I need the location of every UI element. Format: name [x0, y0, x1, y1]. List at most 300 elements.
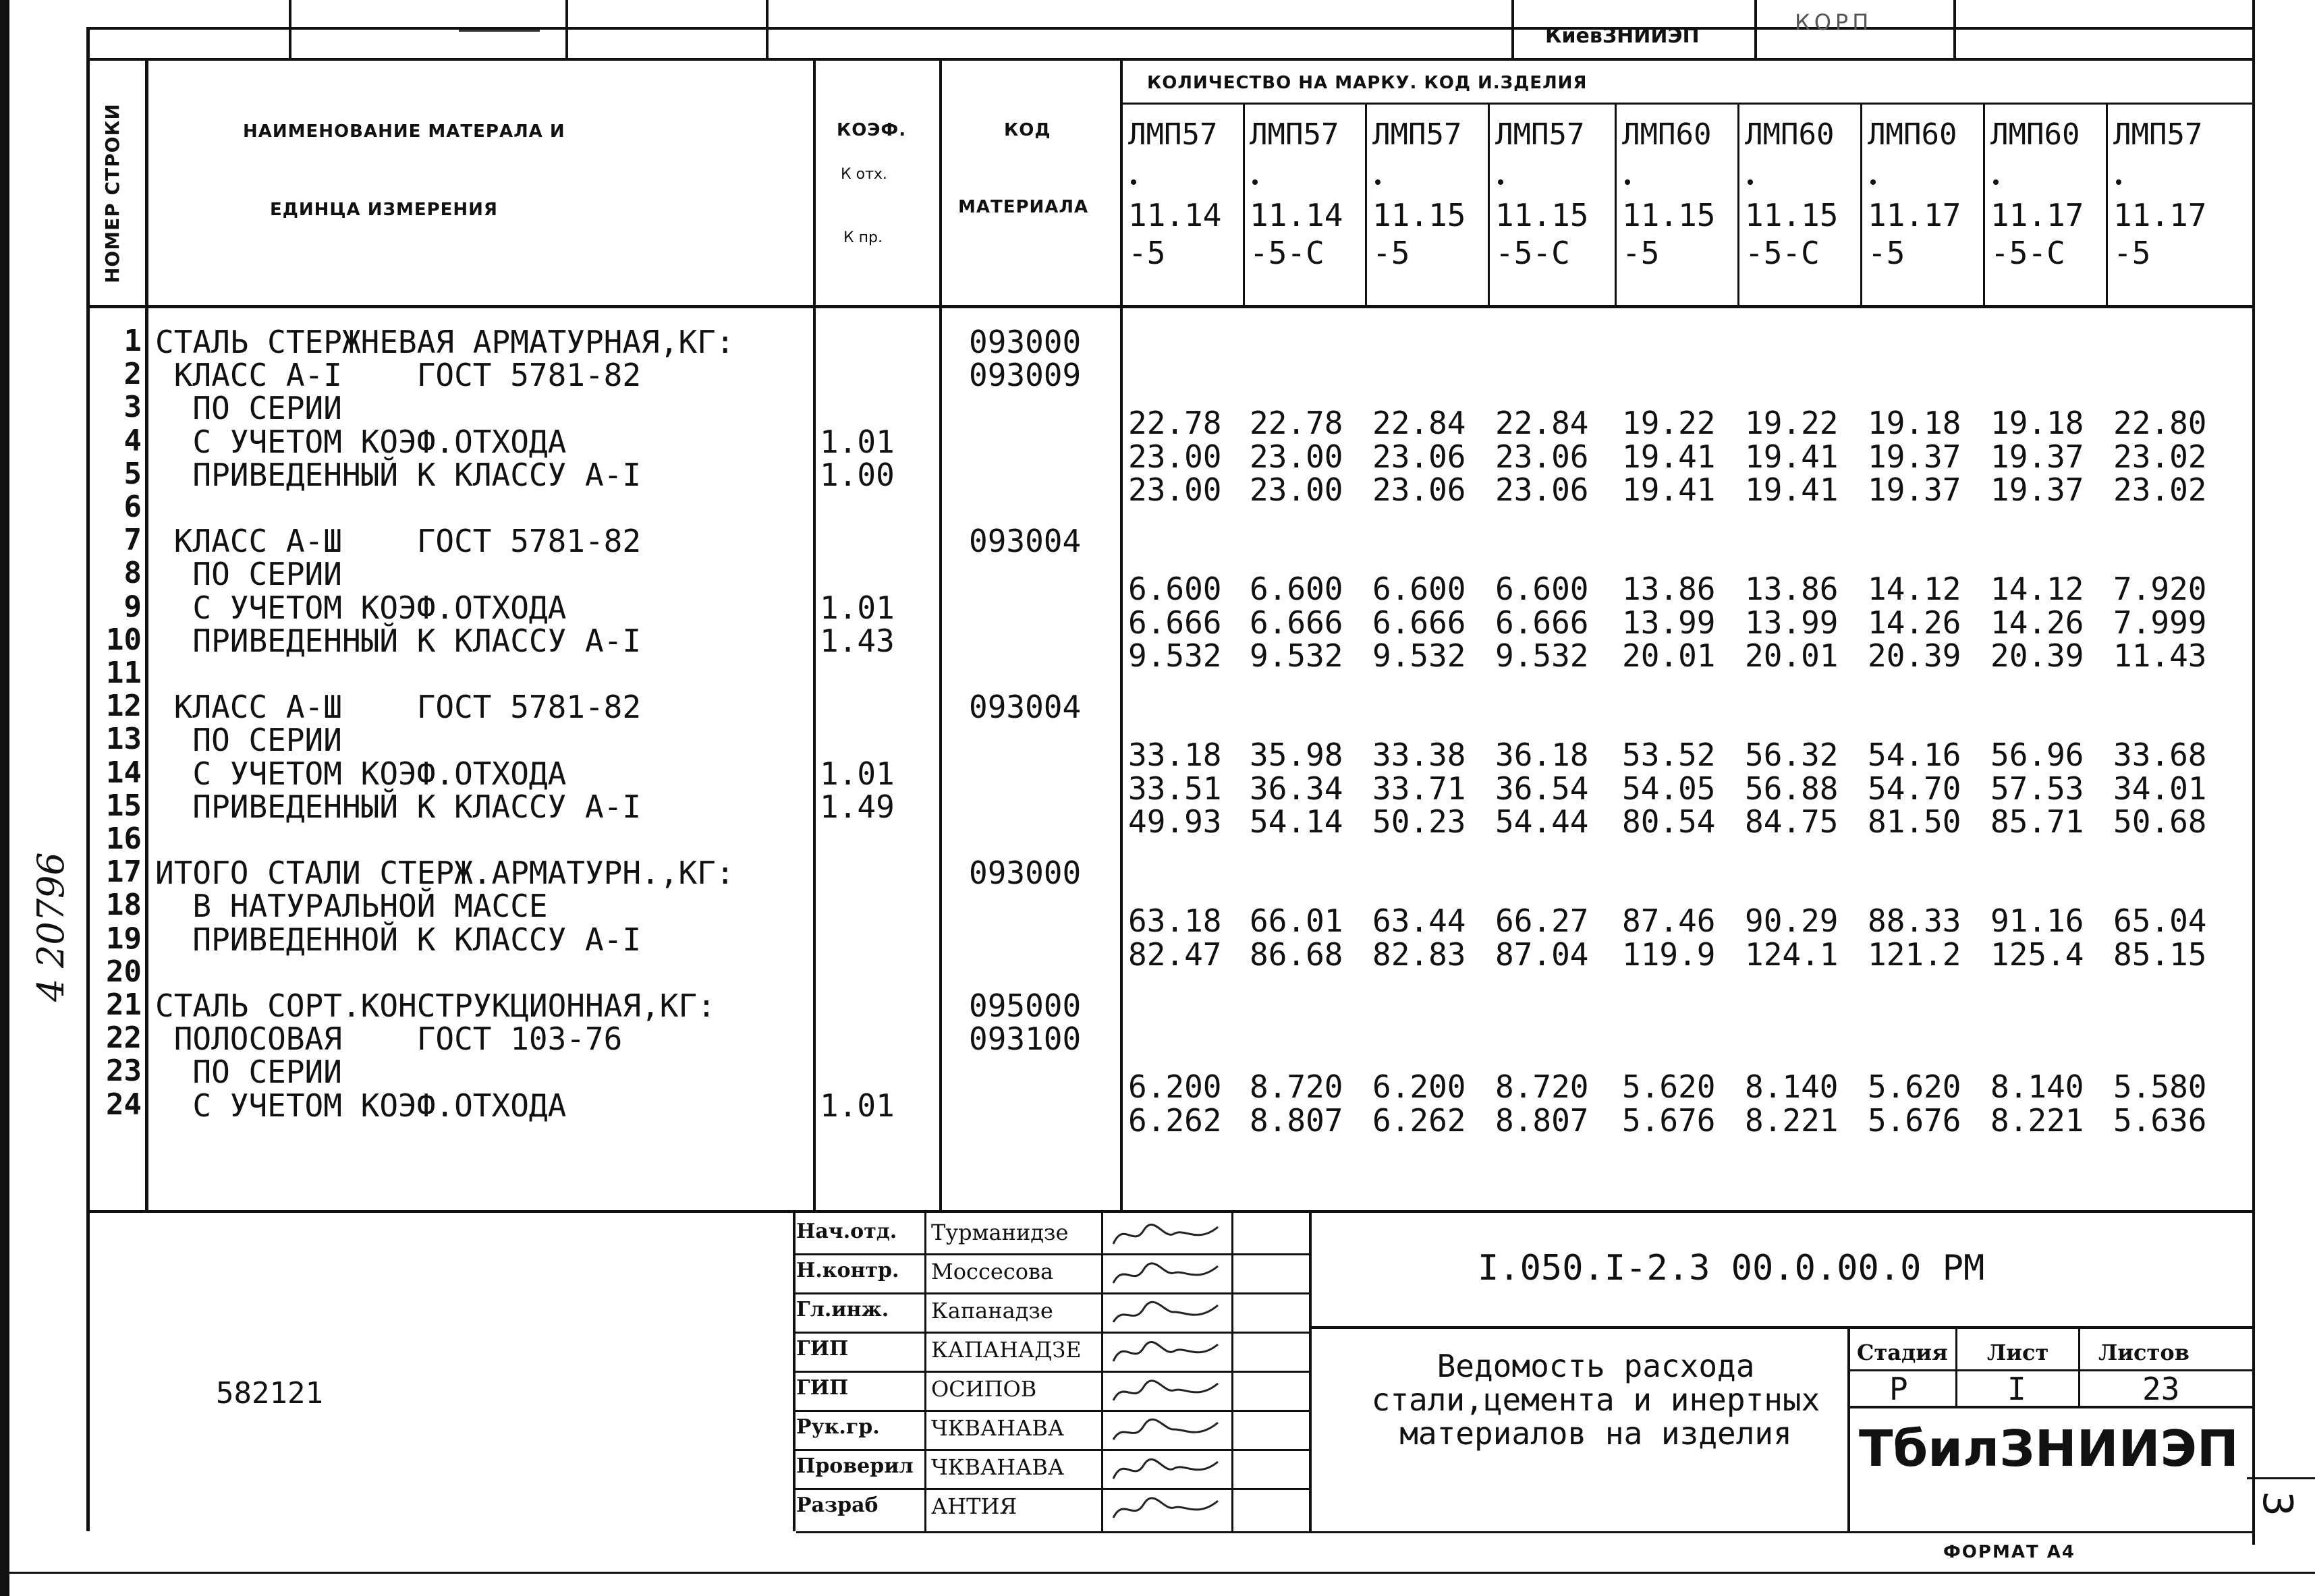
qty-value: 23.00 [1250, 471, 1343, 508]
mark-header-dot [1748, 179, 1753, 185]
row-number: 5 [123, 456, 142, 491]
row-number: 15 [106, 788, 142, 823]
row-number: 3 [123, 390, 142, 425]
qty-value: 9.532 [1128, 637, 1222, 674]
qty-value: 6.262 [1372, 1102, 1466, 1139]
material-name: ПРИВЕДЕННОЙ К КЛАССУ А-I [155, 921, 642, 958]
qty-value: 22.84 [1495, 405, 1589, 442]
signature-scribble [1110, 1373, 1225, 1407]
row-number: 24 [106, 1087, 142, 1122]
signature-scribble [1110, 1256, 1225, 1290]
top-strip-cut: КОРП [1795, 9, 1873, 35]
rownum-col-border [145, 58, 148, 1212]
coef-value: 1.01 [820, 1087, 895, 1124]
title-block-line [1847, 1369, 2254, 1371]
qty-value: 54.14 [1250, 803, 1343, 840]
qty-value: 23.06 [1495, 438, 1589, 475]
qty-value: 5.580 [2113, 1068, 2207, 1106]
qty-value: 8.807 [1250, 1102, 1343, 1139]
mark-col-div [1365, 103, 1367, 305]
qty-value: 20.39 [1990, 637, 2084, 674]
material-name: С УЧЕТОМ КОЭФ.ОТХОДА [155, 589, 567, 626]
qty-value: 8.807 [1495, 1102, 1589, 1139]
qty-value: 35.98 [1250, 737, 1343, 774]
stamp-row-line [793, 1292, 1309, 1294]
signature-scribble [1110, 1413, 1225, 1446]
qty-value: 8.140 [1990, 1068, 2084, 1106]
top-strip-div [565, 0, 568, 58]
qty-value: 33.18 [1128, 737, 1222, 774]
qty-value: 50.23 [1372, 803, 1466, 840]
row-number: 8 [123, 556, 142, 591]
qty-value: 124.1 [1745, 936, 1839, 973]
mark-header-l3: -5 [1868, 235, 1905, 271]
mark-header-l3: -5-С [1495, 235, 1570, 271]
title-block-vdiv [2078, 1326, 2080, 1406]
qty-value: 7.999 [2113, 604, 2207, 641]
qty-value: 36.18 [1495, 737, 1589, 774]
doc-title-line1: Ведомость расхода [1437, 1348, 1755, 1384]
stamp-role: ГИП [796, 1376, 849, 1400]
mark-header-l1: ЛМП60 [1868, 117, 1957, 152]
frame-left-bar [0, 0, 9, 1596]
qty-value: 14.26 [1868, 604, 1961, 641]
qty-value: 66.27 [1495, 903, 1589, 940]
mark-header-dot [2116, 179, 2121, 185]
sheet-label: Лист [1987, 1340, 2049, 1365]
header-qty-title: КОЛИЧЕСТВО НА МАРКУ. КОД И.ЗДЕЛИЯ [1147, 73, 1588, 93]
qty-value: 6.600 [1250, 571, 1343, 608]
top-strip-div [1511, 0, 1514, 58]
material-name: КЛАСС А-Ш ГОСТ 5781-82 [155, 523, 642, 560]
mark-header-l1: ЛМП57 [2113, 117, 2203, 152]
row-number: 22 [106, 1021, 142, 1056]
qty-value: 119.9 [1622, 936, 1716, 973]
mark-col-div [1488, 103, 1490, 305]
qty-value: 19.18 [1990, 405, 2084, 442]
frame-top-line [88, 27, 2254, 30]
qty-value: 85.71 [1990, 803, 2084, 840]
qty-value: 14.26 [1990, 604, 2084, 641]
qty-value: 23.02 [2113, 438, 2207, 475]
header-rownum: НОМЕР СТРОКИ [101, 103, 123, 283]
stamp-row-line [793, 1449, 1309, 1451]
stamp-person-name: ЧКВАНАВА [931, 1415, 1065, 1441]
stamp-bottom-line [796, 1531, 2254, 1533]
row-number: 20 [106, 954, 142, 989]
header-top-line [88, 58, 2254, 61]
qty-value: 54.70 [1868, 770, 1961, 807]
header-name-line2: ЕДИНЦА ИЗМЕРЕНИЯ [270, 200, 498, 220]
qty-value: 13.99 [1622, 604, 1716, 641]
title-block-vdiv [1955, 1326, 1957, 1406]
qty-value: 19.41 [1745, 471, 1839, 508]
qty-value: 65.04 [2113, 903, 2207, 940]
frame-bottom-line [9, 1572, 2315, 1574]
stamp-person-name: АНТИЯ [931, 1493, 1017, 1519]
row-number: 17 [106, 855, 142, 890]
qty-value: 87.46 [1622, 903, 1716, 940]
qty-header-line [1120, 103, 2254, 105]
material-code: 093100 [969, 1021, 1082, 1058]
mark-header-l1: ЛМП57 [1495, 117, 1585, 152]
qty-value: 23.06 [1372, 471, 1466, 508]
format-label: ФОРМАТ А4 [1943, 1542, 2075, 1562]
mark-header-l3: -5-С [1745, 235, 1820, 271]
qty-value: 23.06 [1372, 438, 1466, 475]
stamp-row-line [793, 1488, 1309, 1490]
qty-value: 9.532 [1495, 637, 1589, 674]
row-number: 16 [106, 822, 142, 856]
material-name: КЛАСС А-Ш ГОСТ 5781-82 [155, 689, 642, 726]
qty-value: 90.29 [1745, 903, 1839, 940]
material-name: В НАТУРАЛЬНОЙ МАССЕ [155, 888, 548, 925]
side-number: 20796 [30, 852, 72, 968]
mark-col-div [1243, 103, 1245, 305]
qty-value: 63.18 [1128, 903, 1222, 940]
material-name: ПРИВЕДЕННЫЙ К КЛАССУ А-I [155, 788, 642, 825]
qty-value: 6.600 [1495, 571, 1589, 608]
doc-code: I.050.I-2.3 00.0.00.0 РМ [1478, 1248, 1985, 1288]
mark-col-div [1983, 103, 1985, 305]
coef-value: 1.00 [820, 456, 895, 493]
stamp-person-name: Капанадзе [931, 1298, 1053, 1323]
qty-value: 54.05 [1622, 770, 1716, 807]
mark-header-l1: ЛМП57 [1372, 117, 1462, 152]
material-code: 093004 [969, 523, 1082, 560]
material-name: СТАЛЬ СОРТ.КОНСТРУКЦИОННАЯ,КГ: [155, 988, 716, 1024]
org-name: ТбилЗНИИЭП [1859, 1420, 2239, 1478]
qty-value: 6.262 [1128, 1102, 1222, 1139]
signature-scribble [1110, 1295, 1225, 1329]
stamp-row-line [793, 1332, 1309, 1334]
qty-value: 5.676 [1622, 1102, 1716, 1139]
stamp-role: Нач.отд. [796, 1220, 897, 1243]
qty-value: 81.50 [1868, 803, 1961, 840]
qty-value: 5.620 [1622, 1068, 1716, 1106]
stamp-person-name: ЧКВАНАВА [931, 1454, 1065, 1480]
row-number: 4 [123, 423, 142, 458]
qty-value: 19.22 [1745, 405, 1839, 442]
side-page: 4 [30, 978, 72, 1002]
row-number: 6 [123, 490, 142, 524]
mark-header-l1: ЛМП60 [1990, 117, 2080, 152]
qty-value: 5.676 [1868, 1102, 1961, 1139]
qty-value: 23.00 [1128, 438, 1222, 475]
material-name: СТАЛЬ СТЕРЖНЕВАЯ АРМАТУРНАЯ,КГ: [155, 324, 735, 360]
stamp-person-name: ОСИПОВ [931, 1376, 1037, 1402]
stamp-row-line [793, 1410, 1309, 1412]
qty-value: 8.720 [1250, 1068, 1343, 1106]
material-name: ПРИВЕДЕННЫЙ К КЛАССУ А-I [155, 622, 642, 659]
signature-scribble [1110, 1217, 1225, 1251]
qty-value: 121.2 [1868, 936, 1961, 973]
qty-value: 6.666 [1128, 604, 1222, 641]
mark-header-l3: -5 [1128, 235, 1166, 271]
qty-value: 50.68 [2113, 803, 2207, 840]
qty-value: 23.02 [2113, 471, 2207, 508]
stamp-role: Разраб [796, 1493, 878, 1517]
sheet-value: I [2007, 1371, 2026, 1407]
frame-right-line [2252, 0, 2255, 1545]
row-number: 1 [123, 324, 142, 358]
qty-value: 13.86 [1622, 571, 1716, 608]
mark-col-div [1737, 103, 1739, 305]
qty-value: 19.22 [1622, 405, 1716, 442]
doc-title-line2: стали,цемента и инертных [1371, 1381, 1820, 1418]
qty-value: 19.37 [1868, 438, 1961, 475]
mark-header-dot [1625, 179, 1630, 185]
material-code: 093000 [969, 324, 1082, 360]
mark-header-l3: -5 [2113, 235, 2151, 271]
stamp-role: Проверил [796, 1454, 914, 1478]
qty-value: 19.37 [1990, 438, 2084, 475]
qty-value: 6.666 [1250, 604, 1343, 641]
top-strip-org: КиевЗНИИЭП [1545, 24, 1700, 48]
top-strip-div [289, 0, 291, 58]
qty-value: 6.666 [1372, 604, 1466, 641]
title-block-vdiv [1847, 1326, 1850, 1531]
stamp-role: Рук.гр. [796, 1415, 880, 1439]
qty-value: 5.636 [2113, 1102, 2207, 1139]
qty-value: 53.52 [1622, 737, 1716, 774]
top-strip-div [1953, 0, 1956, 58]
row-number: 13 [106, 722, 142, 757]
corner-box-line [2247, 1477, 2315, 1479]
material-code: 093009 [969, 357, 1082, 394]
mark-header-l1: ЛМП57 [1250, 117, 1339, 152]
qty-value: 14.12 [1868, 571, 1961, 608]
mark-header-l1: ЛМП60 [1745, 117, 1835, 152]
row-number: 18 [106, 888, 142, 923]
qty-value: 19.37 [1990, 471, 2084, 508]
signature-scribble [1110, 1334, 1225, 1368]
mark-header-dot [1131, 179, 1136, 185]
material-code: 093000 [969, 855, 1082, 892]
material-name: С УЧЕТОМ КОЭФ.ОТХОДА [155, 1087, 567, 1124]
qty-value: 91.16 [1990, 903, 2084, 940]
qty-value: 63.44 [1372, 903, 1466, 940]
qty-value: 88.33 [1868, 903, 1961, 940]
doc-title [1349, 1349, 1842, 1450]
qty-value: 57.53 [1990, 770, 2084, 807]
qty-value: 54.16 [1868, 737, 1961, 774]
qty-value: 33.71 [1372, 770, 1466, 807]
qty-value: 85.15 [2113, 936, 2207, 973]
qty-value: 22.78 [1128, 405, 1222, 442]
header-bottom-line [88, 305, 2254, 308]
sheets-label: Листов [2098, 1340, 2190, 1365]
mark-header-dot [1993, 179, 1999, 185]
header-coef-title: КОЭФ. [837, 120, 907, 140]
mark-header-l2: 11.17 [1990, 197, 2084, 233]
qty-value: 6.600 [1372, 571, 1466, 608]
mark-header-l1: ЛМП57 [1128, 117, 1218, 152]
qty-value: 9.532 [1250, 637, 1343, 674]
qty-value: 8.221 [1990, 1102, 2084, 1139]
mark-header-l2: 11.15 [1372, 197, 1466, 233]
stamp-row-line [793, 1253, 1309, 1255]
stamp-row-line [793, 1371, 1309, 1373]
qty-value: 19.41 [1745, 438, 1839, 475]
stamp-top-line [88, 1210, 2254, 1213]
mark-header-l2: 11.15 [1622, 197, 1716, 233]
qty-value: 82.47 [1128, 936, 1222, 973]
qty-value: 8.720 [1495, 1068, 1589, 1106]
material-name: ПО СЕРИИ [155, 722, 342, 759]
coef-col-border [813, 58, 816, 1212]
row-number: 2 [123, 357, 142, 392]
qty-value: 49.93 [1128, 803, 1222, 840]
qty-value: 5.620 [1868, 1068, 1961, 1106]
mark-col-div [2106, 103, 2108, 305]
signature-scribble [1110, 1452, 1225, 1485]
top-strip-div [1754, 0, 1757, 58]
row-number: 14 [106, 755, 142, 790]
mark-header-l2: 11.17 [1868, 197, 1961, 233]
header-coef-otx: К отх. [841, 166, 887, 183]
top-strip-scribble [459, 30, 540, 32]
stamp-role: Н.контр. [796, 1259, 899, 1282]
qty-value: 33.51 [1128, 770, 1222, 807]
qty-value: 84.75 [1745, 803, 1839, 840]
stage-label: Стадия [1857, 1340, 1948, 1365]
qty-value: 23.06 [1495, 471, 1589, 508]
qty-value: 87.04 [1495, 936, 1589, 973]
row-number: 19 [106, 921, 142, 956]
row-number: 21 [106, 988, 142, 1022]
material-name: ИТОГО СТАЛИ СТЕРЖ.АРМАТУРН.,КГ: [155, 855, 735, 892]
qty-value: 22.84 [1372, 405, 1466, 442]
qty-value: 22.80 [2113, 405, 2207, 442]
mark-header-l3: -5 [1372, 235, 1410, 271]
qty-value: 6.666 [1495, 604, 1589, 641]
mark-header-l3: -5 [1622, 235, 1660, 271]
doc-title-line3: материалов на изделия [1399, 1415, 1792, 1452]
top-strip-div [766, 0, 769, 58]
qty-value: 22.78 [1250, 405, 1343, 442]
qty-value: 20.01 [1622, 637, 1716, 674]
mark-header-l3: -5-С [1250, 235, 1324, 271]
qty-value: 56.32 [1745, 737, 1839, 774]
qty-value: 23.00 [1128, 471, 1222, 508]
material-name: ПО СЕРИИ [155, 556, 342, 593]
qty-value: 6.200 [1372, 1068, 1466, 1106]
qty-value: 7.920 [2113, 571, 2207, 608]
coef-value: 1.01 [820, 589, 895, 626]
qty-value: 11.43 [2113, 637, 2207, 674]
qty-value: 6.200 [1128, 1068, 1222, 1106]
qty-value: 56.96 [1990, 737, 2084, 774]
qty-value: 125.4 [1990, 936, 2084, 973]
stamp-grid [1309, 1210, 1312, 1531]
qty-value: 54.44 [1495, 803, 1589, 840]
qty-value: 20.01 [1745, 637, 1839, 674]
code-col-border [939, 58, 942, 1212]
qty-value: 13.86 [1745, 571, 1839, 608]
material-code: 095000 [969, 988, 1082, 1024]
stamp-role: Гл.инж. [796, 1298, 889, 1321]
header-name-line1: НАИМЕНОВАНИЕ МАТЕРАЛА И [243, 121, 565, 142]
qty-value: 34.01 [2113, 770, 2207, 807]
mark-col-div [1860, 103, 1862, 305]
archive-number: 582121 [216, 1376, 323, 1410]
qty-value: 19.41 [1622, 438, 1716, 475]
material-name: С УЧЕТОМ КОЭФ.ОТХОДА [155, 423, 567, 460]
qty-value: 36.54 [1495, 770, 1589, 807]
mark-header-l2: 11.14 [1250, 197, 1343, 233]
material-name: ПО СЕРИИ [155, 1054, 342, 1091]
row-number: 9 [123, 589, 142, 624]
material-name: ПРИВЕДЕННЫЙ К КЛАССУ А-I [155, 456, 642, 493]
mark-header-l2: 11.15 [1745, 197, 1839, 233]
title-block-line [1847, 1406, 2254, 1408]
qty-value: 80.54 [1622, 803, 1716, 840]
qty-value: 19.37 [1868, 471, 1961, 508]
qty-value: 19.41 [1622, 471, 1716, 508]
qty-value: 86.68 [1250, 936, 1343, 973]
qty-value: 20.39 [1868, 637, 1961, 674]
mark-header-dot [1870, 179, 1876, 185]
material-name: ПО СЕРИИ [155, 390, 342, 427]
row-number: 12 [106, 689, 142, 724]
mark-header-l2: 11.14 [1128, 197, 1222, 233]
row-number: 23 [106, 1054, 142, 1089]
stage-value: Р [1889, 1371, 1908, 1407]
stamp-role: ГИП [796, 1337, 849, 1361]
mark-col-div [1615, 103, 1617, 305]
qty-col-border [1120, 58, 1123, 1212]
qty-value: 36.34 [1250, 770, 1343, 807]
qty-value: 82.83 [1372, 936, 1466, 973]
signature-scribble [1110, 1491, 1225, 1524]
qty-value: 9.532 [1372, 637, 1466, 674]
coef-value: 1.01 [820, 755, 895, 792]
qty-value: 23.00 [1250, 438, 1343, 475]
mark-header-l2: 11.17 [2113, 197, 2207, 233]
qty-value: 14.12 [1990, 571, 2084, 608]
material-code: 093004 [969, 689, 1082, 726]
coef-value: 1.43 [820, 622, 895, 659]
qty-value: 6.600 [1128, 571, 1222, 608]
qty-value: 13.99 [1745, 604, 1839, 641]
qty-value: 56.88 [1745, 770, 1839, 807]
sheets-value: 23 [2142, 1371, 2180, 1407]
qty-value: 8.221 [1745, 1102, 1839, 1139]
mark-header-dot [1375, 179, 1380, 185]
stamp-person-name: КАПАНАДЗЕ [931, 1337, 1082, 1363]
qty-value: 66.01 [1250, 903, 1343, 940]
coef-value: 1.01 [820, 423, 895, 460]
mark-header-dot [1498, 179, 1503, 185]
row-number: 11 [106, 656, 142, 690]
row-number: 10 [106, 622, 142, 657]
qty-value: 8.140 [1745, 1068, 1839, 1106]
row-number: 7 [123, 523, 142, 558]
page-corner-number: 3 [2254, 1491, 2301, 1517]
mark-header-l1: ЛМП60 [1622, 117, 1712, 152]
header-coef-pr: К пр. [843, 229, 883, 246]
qty-value: 33.68 [2113, 737, 2207, 774]
coef-value: 1.49 [820, 788, 895, 825]
material-name: КЛАСС А-I ГОСТ 5781-82 [155, 357, 642, 394]
side-annotation [9, 739, 90, 1008]
material-name: ПОЛОСОВАЯ ГОСТ 103-76 [155, 1021, 623, 1058]
header-code-sub: МАТЕРИАЛА [958, 197, 1089, 217]
qty-value: 19.18 [1868, 405, 1961, 442]
mark-header-l3: -5-С [1990, 235, 2065, 271]
qty-value: 33.38 [1372, 737, 1466, 774]
